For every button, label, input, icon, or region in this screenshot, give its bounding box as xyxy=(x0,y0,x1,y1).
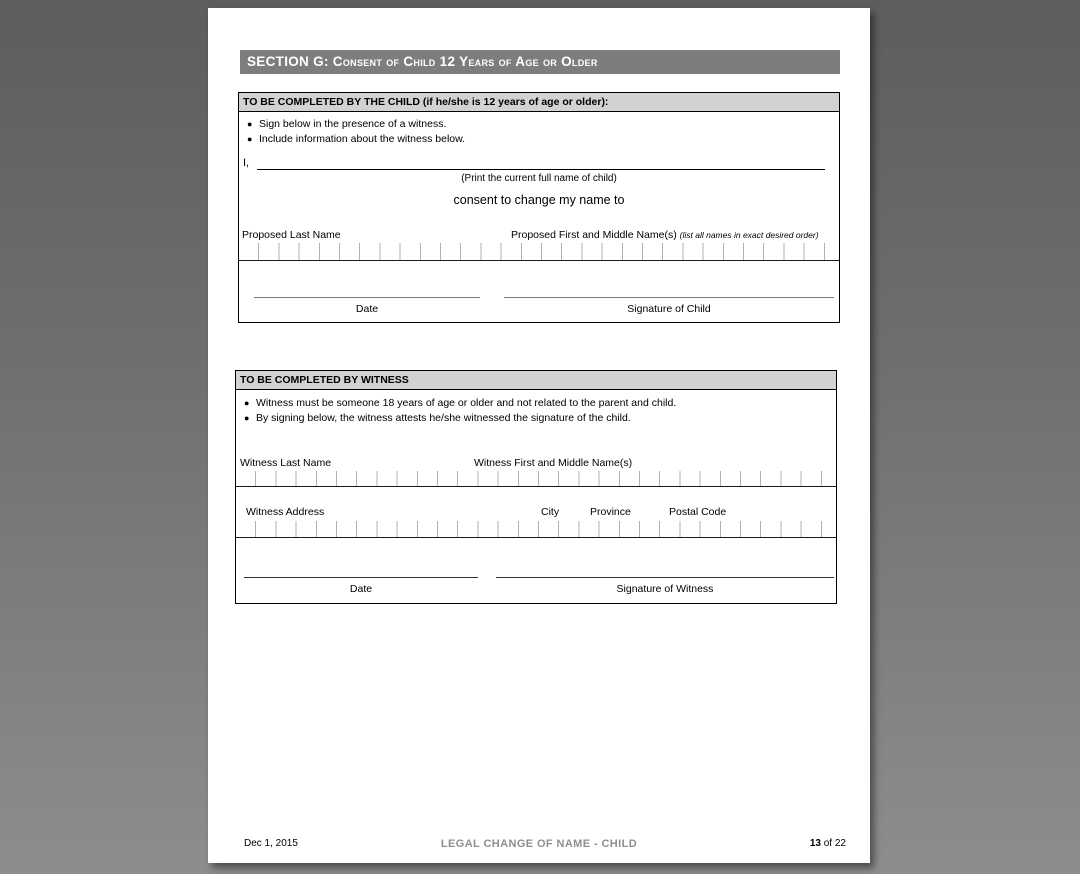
bullet-icon: ● xyxy=(244,398,250,408)
province-label: Province xyxy=(590,506,631,518)
proposed-first-name-label-text: Proposed First and Middle Name(s) xyxy=(511,229,677,241)
page-footer xyxy=(208,838,870,852)
child-bullet-1 xyxy=(247,117,465,132)
footer-page-num: 13 xyxy=(809,838,821,849)
footer-page-total: of 22 xyxy=(820,838,846,849)
witness-first-name-label: Witness First and Middle Name(s) xyxy=(474,457,633,469)
proposed-first-name-label xyxy=(511,229,819,241)
print-name-caption: (Print the current full name of child) xyxy=(461,173,617,184)
witness-bullet-1 xyxy=(244,396,676,411)
witness-signature-field[interactable] xyxy=(496,577,834,578)
child-name-row xyxy=(243,157,837,171)
bullet-icon: ● xyxy=(244,413,250,423)
postal-code-label: Postal Code xyxy=(669,506,727,518)
child-signature-label: Signature of Child xyxy=(627,303,711,315)
witness-last-name-label: Witness Last Name xyxy=(240,457,332,469)
witness-bullet-2 xyxy=(244,411,676,426)
consent-statement: consent to change my name to xyxy=(453,193,625,207)
child-bullet-2-text: Include information about the witness below. xyxy=(259,133,466,145)
witness-box-header: TO BE COMPLETED BY WITNESS xyxy=(236,371,836,390)
child-signature-field[interactable] xyxy=(504,297,834,298)
witness-bullet-1-text: Witness must be someone 18 years of age or older and not related to the parent and child. xyxy=(256,397,677,409)
bullet-icon: ● xyxy=(247,119,253,129)
bullet-icon: ● xyxy=(247,134,253,144)
witness-date-label: Date xyxy=(349,583,373,595)
witness-name-comb-field[interactable] xyxy=(236,471,836,487)
child-date-field[interactable] xyxy=(254,297,480,298)
proposed-last-name-label: Proposed Last Name xyxy=(242,229,341,241)
proposed-first-name-note: (list all names in exact desired order) xyxy=(679,230,819,240)
witness-address-comb-field[interactable] xyxy=(236,521,836,538)
child-current-name-field[interactable] xyxy=(257,169,825,170)
city-label: City xyxy=(541,506,560,518)
proposed-name-comb-field[interactable] xyxy=(239,243,839,261)
footer-date: Dec 1, 2015 xyxy=(244,838,298,849)
document-page xyxy=(208,8,870,863)
section-g-header: SECTION G: Consent of Child 12 Years of Age or Older xyxy=(240,50,840,74)
child-bullet-1-text: Sign below in the presence of a witness. xyxy=(259,118,447,130)
witness-signature-label: Signature of Witness xyxy=(616,583,714,595)
child-consent-box xyxy=(238,92,840,323)
witness-instructions xyxy=(244,396,676,426)
footer-page-number xyxy=(810,838,846,849)
witness-box xyxy=(235,370,837,604)
child-instructions xyxy=(247,117,465,147)
witness-address-label: Witness Address xyxy=(246,506,325,518)
witness-bullet-2-text: By signing below, the witness attests he/she witnessed the signature of the child. xyxy=(256,412,631,424)
child-box-header: TO BE COMPLETED BY THE CHILD (if he/she is 12 years of age or older): xyxy=(239,93,839,112)
child-bullet-2 xyxy=(247,132,465,147)
footer-document-title: LEGAL CHANGE OF NAME - CHILD xyxy=(440,838,638,850)
i-prefix-label: I, xyxy=(243,157,250,169)
witness-date-field[interactable] xyxy=(244,577,478,578)
child-date-label: Date xyxy=(355,303,379,315)
